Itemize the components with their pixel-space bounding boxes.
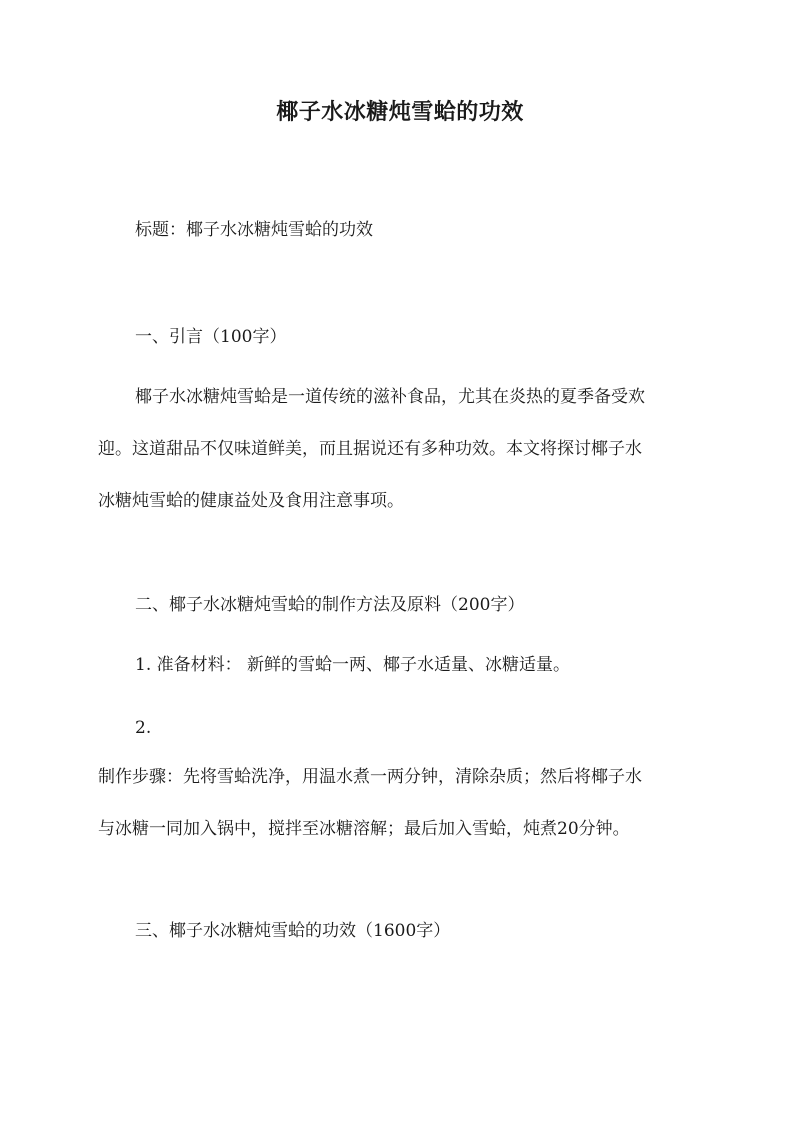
section1-heading: 一、引言（100字）	[135, 327, 287, 347]
paragraph-line: 冰糖炖雪蛤的健康益处及食用注意事项。	[98, 491, 404, 511]
section2-item2-text	[98, 764, 642, 842]
paragraph-line: 迎。这道甜品不仅味道鲜美，而且据说还有多种功效。本文将探讨椰子水	[98, 439, 642, 459]
paragraph-line: 椰子水冰糖炖雪蛤是一道传统的滋补食品，尤其在炎热的夏季备受欢	[135, 387, 645, 407]
section1-paragraph-continued	[98, 436, 642, 514]
paragraph-line: 制作步骤：先将雪蛤洗净，用温水煮一两分钟，清除杂质；然后将椰子水	[98, 767, 642, 787]
section2-heading: 二、椰子水冰糖炖雪蛤的制作方法及原料（200字）	[135, 595, 525, 615]
document-title: 椰子水冰糖炖雪蛤的功效	[276, 99, 524, 125]
section3-heading: 三、椰子水冰糖炖雪蛤的功效（1600字）	[135, 921, 451, 941]
section2-item2-number: 2.	[135, 718, 152, 738]
section1-paragraph	[135, 384, 645, 410]
paragraph-line: 与冰糖一同加入锅中，搅拌至冰糖溶解；最后加入雪蛤，炖煮20分钟。	[98, 819, 630, 839]
section2-item1: 1. 准备材料： 新鲜的雪蛤一两、椰子水适量、冰糖适量。	[135, 655, 571, 675]
heading-label: 标题：椰子水冰糖炖雪蛤的功效	[135, 220, 373, 240]
